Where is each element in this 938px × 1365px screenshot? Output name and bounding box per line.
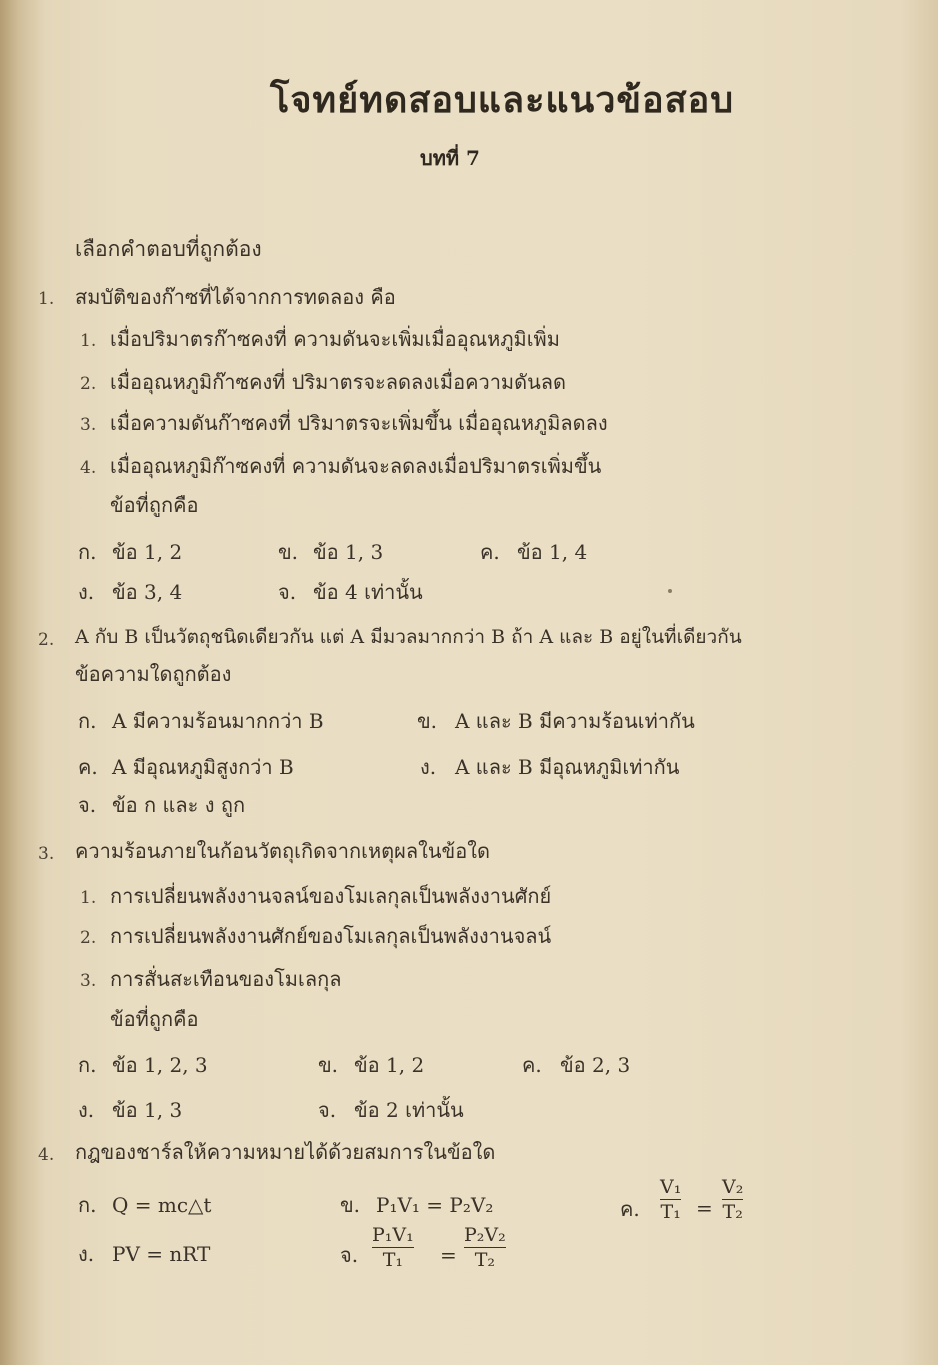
statement-number: 2. [80, 374, 97, 394]
choice-text: ข้อ 1, 3 [313, 540, 384, 564]
choice-label: ค. [480, 540, 500, 564]
choice-text: A และ B มีความร้อนเท่ากัน [455, 709, 695, 733]
choice-text: ข้อ ก และ ง ถูก [112, 793, 246, 817]
question-text: A กับ B เป็นวัตถุชนิดเดียวกัน แต่ A มีมวลมากกว่า B ถ้า A และ B อยู่ในที่เดียวกัน [75, 626, 742, 648]
statement-number: 2. [80, 928, 97, 948]
statement-number: 4. [80, 458, 97, 478]
denominator: T₁ [382, 1249, 404, 1271]
choice-text: ข้อ 3, 4 [112, 580, 183, 604]
answer-prompt: ข้อที่ถูกคือ [110, 1007, 199, 1031]
fraction-bar [660, 1199, 681, 1200]
choice-label: ง. [78, 1242, 95, 1266]
numerator: V₂ [722, 1176, 744, 1198]
statement-text: การเปลี่ยนพลังงานจลน์ของโมเลกุลเป็นพลังงานศักย์ [110, 884, 552, 908]
fraction-v1-t1 [660, 1176, 681, 1223]
choice-text: ข้อ 2, 3 [560, 1053, 631, 1077]
fraction-p2v2-t2 [464, 1224, 506, 1271]
choice-text: ข้อ 4 เท่านั้น [313, 580, 423, 604]
equals-sign: = [440, 1243, 457, 1267]
numerator: P₁V₁ [372, 1224, 414, 1246]
statement-number: 1. [80, 888, 97, 908]
choice-label: ค. [620, 1197, 640, 1221]
statement-text: การสั่นสะเทือนของโมเลกุล [110, 967, 342, 991]
question-number: 2. [38, 630, 55, 650]
choice-label: ค. [522, 1053, 542, 1077]
choice-label: ง. [420, 755, 437, 779]
numerator: P₂V₂ [464, 1224, 506, 1246]
choice-text: ข้อ 1, 4 [517, 540, 588, 564]
choice-label: จ. [340, 1243, 359, 1267]
choice-label: ข. [318, 1053, 339, 1077]
denominator: T₁ [660, 1201, 681, 1223]
page-title: โจทย์ทดสอบและแนวข้อสอบ [270, 79, 735, 121]
choice-label: ก. [78, 709, 97, 733]
statement-text: เมื่อปริมาตรก๊าซคงที่ ความดันจะเพิ่มเมื่ออุณหภูมิเพิ่ม [110, 327, 560, 351]
choice-label: ข. [417, 709, 438, 733]
choice-label: ก. [78, 1193, 97, 1217]
ink-speck [668, 589, 672, 593]
statement-text: การเปลี่ยนพลังงานศักย์ของโมเลกุลเป็นพลังงานจลน์ [110, 924, 552, 948]
choice-text: ข้อ 1, 2 [112, 540, 183, 564]
choice-label: ข. [278, 540, 299, 564]
choice-label: ค. [78, 755, 98, 779]
choice-text: A มีความร้อนมากกว่า B [112, 709, 324, 733]
choice-text: A มีอุณหภูมิสูงกว่า B [112, 755, 294, 779]
choice-equation: Q = mc△t [112, 1193, 212, 1217]
denominator: T₂ [474, 1249, 496, 1271]
choice-label: ง. [78, 1098, 95, 1122]
statement-number: 3. [80, 971, 97, 991]
choice-label: ข. [340, 1193, 361, 1217]
question-text: กฎของชาร์ลให้ความหมายได้ด้วยสมการในข้อใด [75, 1140, 496, 1164]
choice-text: ข้อ 2 เท่านั้น [354, 1098, 464, 1122]
fraction-p1v1-t1 [372, 1224, 414, 1271]
statement-text: เมื่อความดันก๊าซคงที่ ปริมาตรจะเพิ่มขึ้น เมื่ออุณหภูมิลดลง [110, 411, 608, 435]
fraction-v2-t2 [722, 1176, 743, 1223]
choice-label: จ. [78, 793, 97, 817]
question-number: 3. [38, 844, 55, 864]
instruction: เลือกคำตอบที่ถูกต้อง [75, 237, 262, 261]
choice-equation: P₁V₁ = P₂V₂ [376, 1193, 494, 1217]
choice-label: จ. [278, 580, 297, 604]
choice-label: จ. [318, 1098, 337, 1122]
choice-label: ก. [78, 1053, 97, 1077]
numerator: V₁ [660, 1176, 682, 1198]
fraction-bar [372, 1247, 414, 1248]
equals-sign: = [696, 1196, 713, 1220]
choice-text: ข้อ 1, 2 [354, 1053, 425, 1077]
question-text: ความร้อนภายในก้อนวัตถุเกิดจากเหตุผลในข้อใด [75, 839, 490, 863]
statement-text: เมื่ออุณหภูมิก๊าซคงที่ ปริมาตรจะลดลงเมื่อความดันลด [110, 370, 567, 394]
fraction-bar [464, 1247, 506, 1248]
choice-label: ง. [78, 580, 95, 604]
choice-text: A และ B มีอุณหภูมิเท่ากัน [455, 755, 680, 779]
choice-text: ข้อ 1, 2, 3 [112, 1053, 208, 1077]
question-number: 4. [38, 1145, 55, 1165]
fraction-bar [722, 1199, 743, 1200]
choice-text: ข้อ 1, 3 [112, 1098, 183, 1122]
question-text-continued: ข้อความใดถูกต้อง [75, 662, 232, 686]
answer-prompt: ข้อที่ถูกคือ [110, 493, 199, 517]
denominator: T₂ [722, 1201, 743, 1223]
question-number: 1. [38, 289, 55, 309]
statement-text: เมื่ออุณหภูมิก๊าซคงที่ ความดันจะลดลงเมื่อปริมาตรเพิ่มขึ้น [110, 454, 602, 478]
choice-equation: PV = nRT [112, 1242, 211, 1266]
question-text: สมบัติของก๊าซที่ได้จากการทดลอง คือ [75, 285, 396, 309]
statement-number: 1. [80, 331, 97, 351]
chapter-heading: บทที่ 7 [420, 146, 480, 170]
choice-label: ก. [78, 540, 97, 564]
statement-number: 3. [80, 415, 97, 435]
